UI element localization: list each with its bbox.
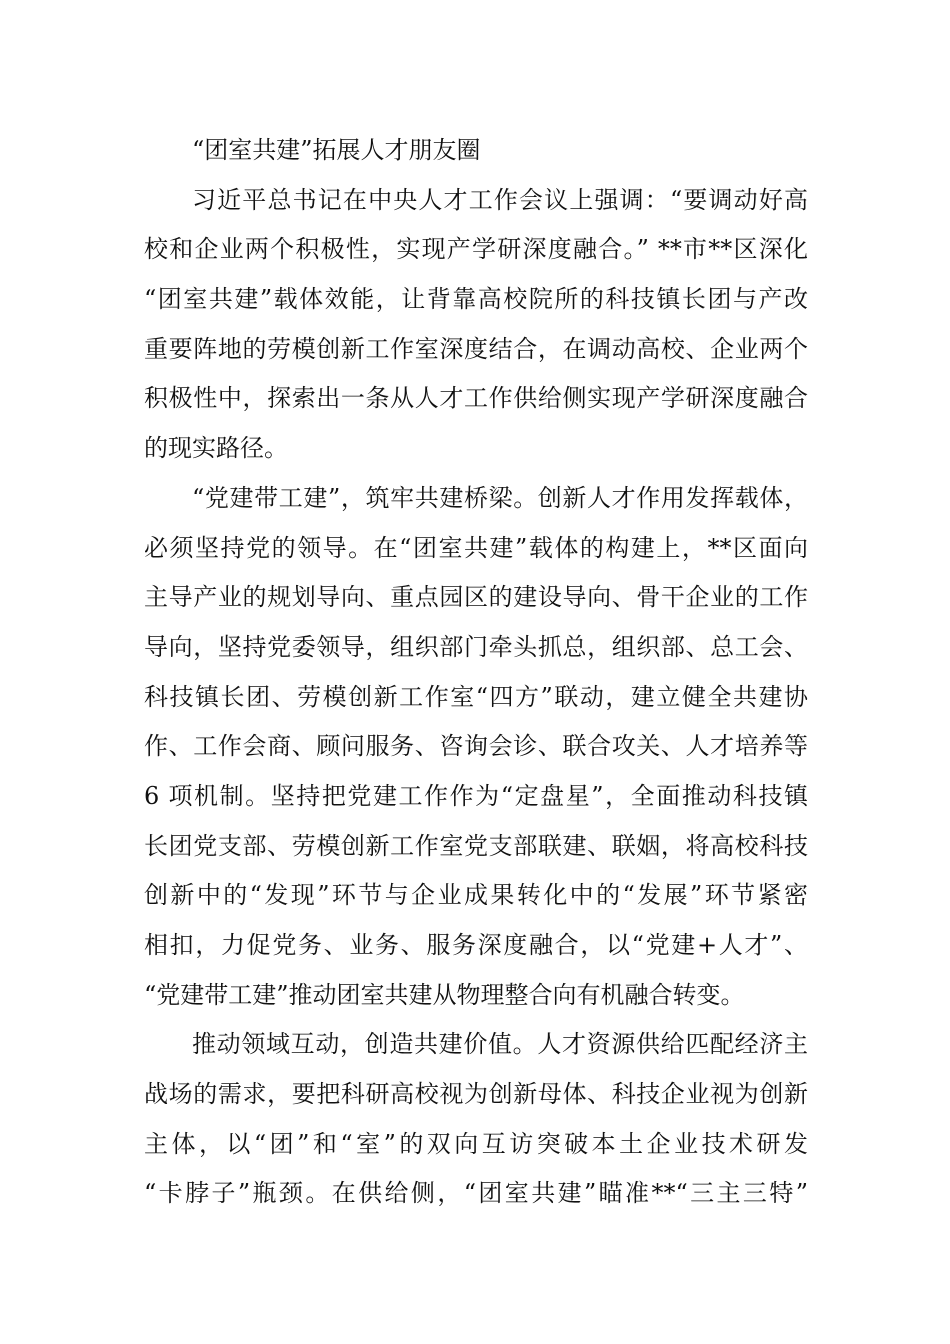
domain-interaction-paragraph <box>144 1020 808 1219</box>
text-line: “卡脖子”瓶颈。在供给侧，“团室共建”瞄准**“三主三特” <box>144 1179 808 1208</box>
text-line: 6 项机制。坚持把党建工作作为“定盘星”，全面推动科技镇 <box>144 781 808 810</box>
text-line: 校和企业两个积极性，实现产学研深度融合。” **市**区深化 <box>144 235 808 264</box>
text-line: 主导产业的规划导向、重点园区的建设导向、骨干企业的工作 <box>144 583 808 612</box>
text-line: 重要阵地的劳模创新工作室深度结合，在调动高校、企业两个 <box>144 334 808 363</box>
text-line: 主体，以“团”和“室”的双向互访突破本土企业技术研发 <box>144 1129 808 1158</box>
text-line: 积极性中，探索出一条从人才工作供给侧实现产学研深度融合 <box>144 384 808 413</box>
text-line: 必须坚持党的领导。在“团室共建”载体的构建上，**区面向 <box>144 533 808 562</box>
document-body <box>144 126 808 1219</box>
text-line: 长团党支部、劳模创新工作室党支部联建、联姻，将高校科技 <box>144 831 808 860</box>
party-building-paragraph <box>144 474 808 1021</box>
text-line: “党建带工建”推动团室共建从物理整合向有机融合转变。 <box>144 980 745 1009</box>
intro-paragraph <box>144 176 808 474</box>
text-line: 的现实路径。 <box>144 434 288 463</box>
text-line: 相扣，力促党务、业务、服务深度融合，以“党建+人才”、 <box>144 931 808 959</box>
text-line: 战场的需求，要把科研高校视为创新母体、科技企业视为创新 <box>144 1080 808 1109</box>
text-line: “团室共建”载体效能，让背靠高校院所的科技镇长团与产改 <box>144 285 808 314</box>
text-line: 推动领域互动，创造共建价值。人才资源供给匹配经济主 <box>192 1030 808 1059</box>
section-heading: “团室共建”拓展人才朋友圈 <box>192 136 481 164</box>
text-line: 作、工作会商、顾问服务、咨询会诊、联合攻关、人才培养等 <box>144 732 808 761</box>
text-line: 科技镇长团、劳模创新工作室“四方”联动，建立健全共建协 <box>144 682 808 711</box>
text-line: “党建带工建”，筑牢共建桥梁。创新人才作用发挥载体， <box>192 483 808 512</box>
text-line: 导向，坚持党委领导，组织部门牵头抓总，组织部、总工会、 <box>144 632 808 661</box>
text-line: 习近平总书记在中央人才工作会议上强调：“要调动好高 <box>192 185 808 214</box>
heading-paragraph <box>144 126 808 176</box>
text-line: 创新中的“发现”环节与企业成果转化中的“发展”环节紧密 <box>144 881 808 910</box>
